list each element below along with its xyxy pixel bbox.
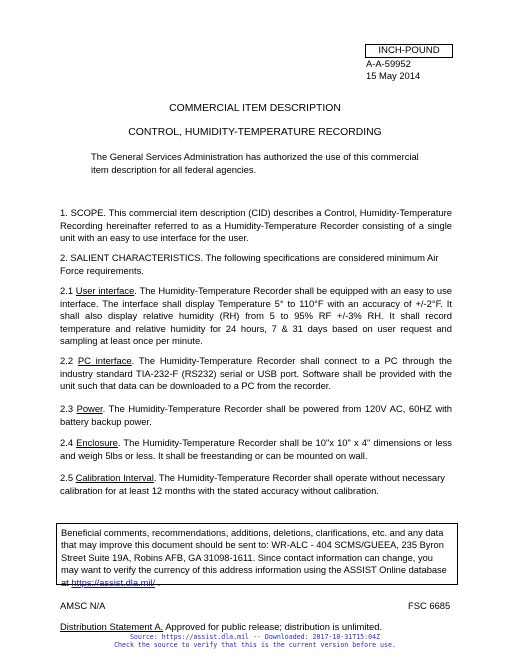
section-number: 2.5 [60,472,74,483]
section-number: 2.2 [60,355,74,366]
section-body: . The Humidity-Temperature Recorder shall connect to a PC through the industry standard TIA-232-F (RS232) serial or USB port. Software shall be provided with the unit such that data can be downloaded to a PC from the recorder. [60,355,452,392]
section-2-5 [60,472,452,497]
section-2-4 [60,437,452,462]
section-body: . The Humidity-Temperature Recorder shall be equipped with an easy to use interface. The interface shall display Temperature 5° to 110°F with an accuracy of +/-2°F. It shall also display relative humidity (RH) from 5 to 95% RF +/-3% RH. It shall record temperature and relative humidity for 24 hours, 7 & 31 days based on user request and sampling at least once per minute. [60,285,452,347]
section-2-2 [60,355,452,393]
document-date: 15 May 2014 [366,70,421,81]
section-heading: User interface [75,285,135,296]
distribution-heading: Distribution Statement A. [60,621,164,632]
section-heading: PC interface [77,355,132,366]
inch-pound-label: INCH-POUND [365,44,453,58]
section-number: 2.4 [60,437,74,448]
section-number: 2.3 [60,403,74,414]
page-title: COMMERCIAL ITEM DESCRIPTION [169,103,341,114]
fsc-label: FSC 6685 [408,600,451,611]
notice-text: Beneficial comments, recommendations, additions, deletions, clarifications, etc. and any data that may improve this document should be sent to: WR-ALC - 404 SCMS/GUEEA, 235 Byron Street Suite 19A, Robins AFB, GA 31098-1611. Since contact information can change, you may want to verify the currency of this address information using the ASSIST Online database at [61,528,447,588]
section-body: . The Humidity-Temperature Recorder shall operate without necessary calibration for at least 12 months with the stated accuracy without calibration. [60,472,445,496]
scope-paragraph: 1. SCOPE. This commercial item description (CID) describes a Control, Humidity-Temperature Recording hereinafter referred to as a Humidity-Temperature Recorder consisting of a single unit with an easy to use interface for the user. [60,207,452,244]
authorization-text: The General Services Administration has authorized the use of this commercial item description for all federal agencies. [91,151,419,175]
source-footer: Source: https://assist.dla.mil -- Downloaded: 2017-10-31T15:04Z [129,633,381,641]
comments-notice-box [56,523,458,588]
section-heading: Power [76,403,103,414]
document-number: A-A-59952 [366,58,411,69]
verify-footer: Check the source to verify that this is the current version before use. [114,641,396,649]
section-2-1 [60,285,452,348]
section-body: . The Humidity-Temperature Recorder shall be 10"x 10" x 4" dimensions or less and weigh 5lbs or less. It shall be freestanding or can be mounted on wall. [60,437,452,461]
amsc-label: AMSC N/A [60,600,106,611]
notice-tail: . [155,577,161,588]
section-number: 2.1 [60,285,74,296]
section-body: . The Humidity-Temperature Recorder shall be powered from 120V AC, 60HZ with battery backup power. [60,403,452,427]
assist-link[interactable]: https://assist.dla.mil/ [71,577,156,588]
distribution-body: Approved for public release; distribution is unlimited. [163,621,383,632]
salient-paragraph: 2. SALIENT CHARACTERISTICS. The following specifications are considered minimum Air Force requirements. [60,252,439,276]
section-heading: Calibration Interval [75,472,154,483]
distribution-statement [60,621,382,632]
section-2-3 [60,403,452,428]
section-heading: Enclosure [76,437,118,448]
page-subtitle: CONTROL, HUMIDITY-TEMPERATURE RECORDING [128,127,382,138]
